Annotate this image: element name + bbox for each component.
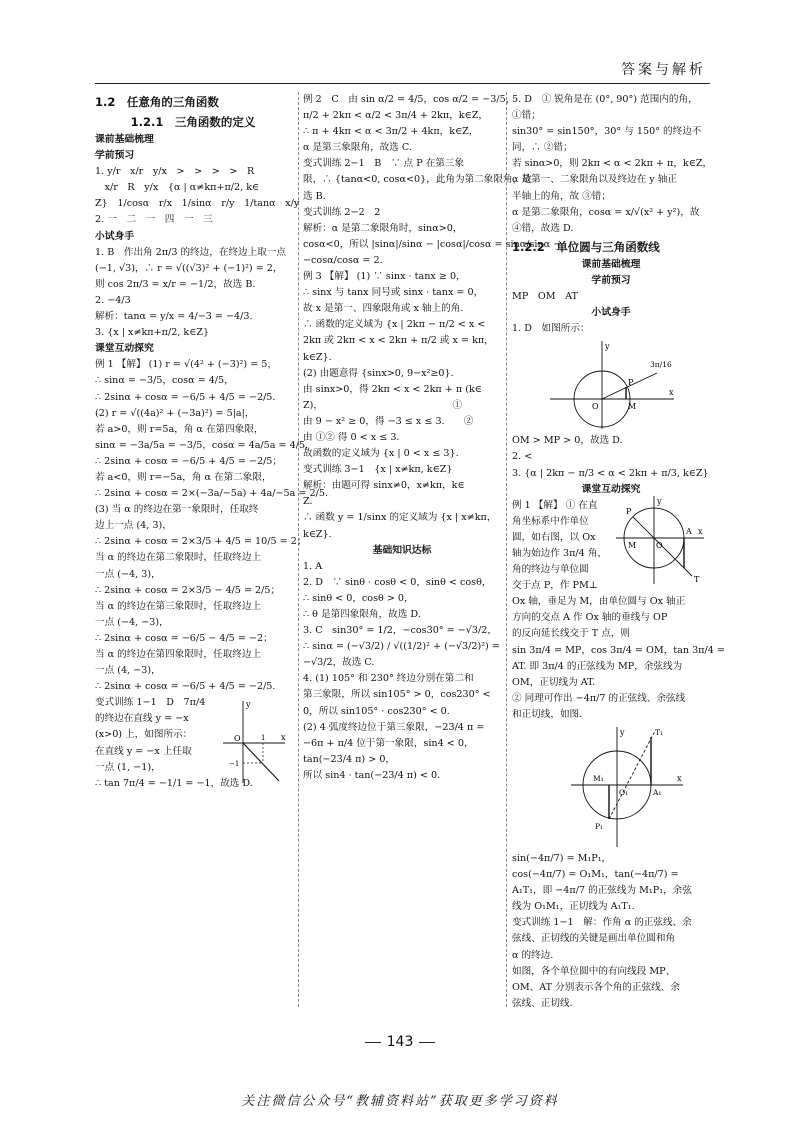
subsection-title: 1.2.1 三角函数的定义 [130, 115, 256, 129]
text-line: ∴ tan 7π/4 = −1/1 = −1，故选 D. [95, 777, 253, 789]
column-3-part-b [512, 257, 710, 337]
text-line: 角的终边与单位圆 [512, 564, 589, 576]
text-line: −√3/2，故选 C. [303, 657, 375, 669]
text-line: 如图，各个单位圆中的有向线段 MP、 [512, 965, 676, 977]
text-line: 一点 (−4, 3)， [95, 568, 161, 580]
text-line: 交于点 P，作 PM⊥ [512, 580, 598, 592]
text-line: sinα = −3a/5a = −3/5，cosα = 4a/5a = 4/5， [95, 439, 315, 451]
text-line: 当 α 的终边在第四象限时，任取终边上 [95, 649, 262, 660]
text-line: 2. D ∵ sinθ · cosθ < 0，sinθ < cosθ， [303, 576, 492, 588]
text-line: OM、AT 分别表示各个角的正弦线、余 [512, 981, 680, 993]
text-line: 边上一点 (4, 3)， [95, 520, 172, 532]
text-line: 一点 (4, −3)， [95, 665, 161, 677]
text-line: α 的终边. [512, 949, 554, 961]
text-line: α 是第一、二象限角以及终边在 y 轴正 [512, 174, 677, 186]
text-line: 角坐标系中作单位 [512, 515, 589, 527]
page-number-dash [419, 1042, 435, 1043]
x-label: x [669, 388, 674, 398]
text-line: −6π + π/4 位于第一象限，sin4 < 0， [303, 737, 474, 749]
text-line: 学前预习 [591, 274, 631, 286]
text-line: 的反向延长线交于 T 点，则 [512, 628, 631, 640]
text-line: ② 同理可作出 −4π/7 的正弦线、余弦线 [512, 692, 686, 704]
section-title: 1.2 任意角的三角函数 [95, 95, 219, 109]
text-line: 弦线、正切线的关键是画出单位圆和角 [512, 933, 676, 945]
text-line: 2. 一 二 一 四 一 三 [95, 214, 213, 226]
tick-one: 1 [261, 734, 266, 743]
text-line: x/r R y/x {α | α≠kπ+π/2, k∈ [95, 182, 260, 194]
example-block [95, 695, 291, 807]
text-line: OM，正切线为 AT. [512, 676, 596, 688]
x-label: x [698, 527, 703, 536]
text-line: 由 ①② 得 0 < x ≤ 3. [303, 431, 400, 443]
text-line: ∴ sinα = −3/5，cosα = 4/5， [95, 375, 234, 387]
text-line: 则 cos 2π/3 = x/r = −1/2，故选 B. [95, 278, 256, 290]
text-line: 4. (1) 105° 和 230° 终边分别在第二和 [303, 673, 474, 685]
text-line: Z} 1/cosα r/x 1/sinα r/y 1/tanα x/y [95, 198, 300, 210]
angle-label: 3π/16 [650, 360, 672, 370]
text-line: 选 B. [303, 190, 326, 202]
text-line: ∴ 2sinα + cosα = 2×(−3a/−5a) + 4a/−5a = 2/5. [95, 488, 328, 500]
text-line: ∴ 函数的定义域为 {x | 2kπ − π/2 < x < [303, 319, 486, 331]
text-line: 当 α 的终边在第二象限时，任取终边上 [95, 552, 262, 564]
text-line: 3. {x | x≠kπ+π/2, k∈Z} [95, 327, 210, 339]
text-line: 故函数的定义域为 {x | 0 < x ≤ 3}. [303, 448, 459, 460]
text-line: 半轴上的角，故 ③错； [512, 190, 611, 202]
text-line: (2) 4 弧度终边位于第三象限，−23/4 π = [303, 721, 485, 733]
text-line: 小试身手 [95, 230, 135, 242]
column-3 [512, 92, 725, 1012]
text-line: (2) r = √((4a)² + (−3a)²) = 5|a|， [95, 407, 255, 419]
text-line: 小试身手 [591, 307, 631, 319]
text-line: ∴ sinx 与 tanx 同号或 sinx · tanx = 0， [303, 287, 484, 299]
text-line: 变式训练 2−1 B ∵ 点 P 在第三象 [303, 158, 465, 170]
text-line: Z)， ① [303, 399, 463, 411]
text-line: 若 sinα>0，则 2kπ < α < 2kπ + π，k∈Z， [512, 158, 713, 170]
text-line: 限，∴ {tanα<0, cosα<0}，此角为第二象限角，故 [303, 174, 532, 186]
footer-note: 关注微信公众号“教辅资料站”获取更多学习资料 [241, 1094, 559, 1109]
point-a-label: A₁ [653, 788, 662, 797]
text-line: 例 2 C 由 sin α/2 = 4/5，cos α/2 = −3/5， [303, 94, 516, 105]
y-label: y [605, 342, 610, 352]
text-line: 解析：α 是第二象限角时，sinα>0， [303, 222, 463, 234]
point-p-label: P₁ [595, 822, 604, 831]
x-label: x [281, 733, 286, 743]
text-line: 1. A [303, 560, 323, 572]
text-line: 课前基础梳理 [581, 258, 641, 270]
text-line: ∴ 2sinα + cosα = −6/5 + 4/5 = −2/5. [95, 681, 276, 693]
text-line: 的终边在直线 y = −x [95, 713, 189, 725]
subsection-title-2: 1.2.2 单位圆与三角函数线 [512, 239, 660, 254]
text-line: 解析：由题可得 sinx≠0，x≠kπ，k∈ [303, 480, 465, 492]
text-line: ∴ 函数 y = 1/sinx 的定义域为 {x | x≠kπ， [303, 512, 497, 524]
text-line: 一点 (1, −1)， [95, 761, 161, 773]
text-line: 0，所以 sin105° · cos230° < 0. [303, 705, 450, 717]
origin-label: O₁ [619, 788, 629, 797]
text-line: 变式训练 2−2 2 [303, 206, 381, 218]
line-graph-figure [219, 697, 289, 787]
column-3-part-d [512, 851, 710, 1012]
text-line: 若 a>0，则 r=5a，角 α 在第四象限， [95, 423, 264, 435]
y-label: y [657, 497, 662, 506]
text-line: ∴ 2sinα + cosα = 2×3/5 − 4/5 = 2/5； [95, 584, 281, 596]
column-3-part-a [512, 92, 713, 237]
column-divider [298, 92, 299, 1007]
text-line: AT. 即 3π/4 的正弦线为 MP，余弦线为 [512, 660, 683, 672]
text-line: 课前基础梳理 [95, 134, 154, 145]
origin-label: O [234, 734, 241, 744]
text-line: 3. {α | 2kπ − π/3 < α < 2kπ + π/3, k∈Z} [512, 467, 709, 479]
text-line: ∴ 2sinα + cosα = −6/5 + 4/5 = −2/5. [95, 391, 276, 403]
text-line: ①错； [512, 110, 541, 122]
text-line: 线为 O₁M₁，正切线为 A₁T₁. [512, 901, 635, 913]
text-line: 所以 sin4 · tan(−23/4 π) < 0. [303, 769, 441, 781]
text-line: ∴ sinθ < 0，cosθ > 0， [303, 592, 414, 604]
text-line: 5. D ① 锐角是在 (0°, 90°) 范围内的角， [512, 94, 698, 105]
text-line: 1. y/r x/r y/x > > > > R [95, 166, 255, 178]
x-label: x [677, 774, 682, 783]
text-line: 1. D 如图所示： [512, 323, 590, 335]
text-line: ∴ θ 是第四象限角，故选 D. [303, 609, 421, 620]
running-header [95, 55, 710, 84]
tick-neg-one: −1 [229, 760, 240, 769]
point-t-label: T [694, 575, 700, 584]
text-line: k∈Z}. [303, 351, 332, 363]
text-line: cos(−4π/7) = O₁M₁，tan(−4π/7) = [512, 869, 679, 881]
point-a-label: A [686, 527, 692, 536]
terminal-side-extension [609, 731, 655, 819]
text-line: 由 9 − x² ≥ 0，得 −3 ≤ x ≤ 3. ② [303, 415, 474, 427]
text-line: π/2 + 2kπ < α/2 < 3π/4 + 2kπ，k∈Z， [303, 110, 488, 122]
text-line: 方向的交点 A 作 Ox 轴的垂线与 OP [512, 612, 668, 624]
unit-circle-figure-1 [542, 337, 682, 433]
page-number [0, 1034, 800, 1050]
point-t-label: T₁ [655, 728, 664, 737]
text-line: α 是第二象限角，cosα = x/√(x² + y²)，故 [512, 206, 700, 218]
text-line: A₁T₁，即 −4π/7 的正弦线为 M₁P₁，余弦 [512, 885, 692, 897]
text-line: 故 x 是第一、四象限角或 x 轴上的角. [303, 303, 464, 315]
unit-circle-figure-2 [612, 492, 708, 588]
text-line: (x>0) 上，如图所示： [95, 729, 193, 741]
text-line: 变式训练 3−1 {x | x≠kπ, k∈Z} [303, 464, 453, 476]
text-line: sin(−4π/7) = M₁P₁， [512, 853, 612, 864]
text-line: sin30° = sin150°，30° 与 150° 的终边不 [512, 126, 702, 138]
text-line: 圆，如右图，以 Ox [512, 531, 596, 543]
text-line: (3) 当 α 的终边在第一象限时，任取终 [95, 504, 259, 516]
text-line: ∴ 2sinα + cosα = −6/5 − 4/5 = −2； [95, 632, 273, 644]
text-line: ∴ 2sinα + cosα = 2×3/5 + 4/5 = 10/5 = 2； [95, 536, 307, 548]
text-line: 例 1 【解】 ① 在直 [512, 499, 598, 511]
text-line: 基础知识达标 [372, 544, 432, 556]
text-line: cosα<0，所以 |sinα|/sinα − |cosα|/cosα = sinα/sinα − [303, 238, 562, 250]
text-line: (2) 由题意得 {sinx>0, 9−x²≥0}. [303, 367, 454, 379]
point-m-label: M [628, 402, 637, 412]
text-line: ∴ sinα = (−√3/2) / √((1/2)² + (−√3/2)²) = [303, 641, 500, 653]
text-line: 2kπ 或 2kπ < x < 2kπ + π/2 或 x = kπ， [303, 335, 494, 347]
text-line: 例 1 【解】 (1) r = √(4² + (−3)²) = 5， [95, 359, 277, 371]
column-divider [506, 92, 507, 1007]
text-line: 一点 (−4, −3)， [95, 616, 169, 628]
text-line: Ox 轴，垂足为 M，由单位圆与 Ox 轴正 [512, 596, 686, 608]
text-line: 变式训练 1−1 D 7π/4 [95, 697, 206, 709]
header-title: 答案与解析 [621, 62, 706, 78]
text-line: 弦线、正切线. [512, 997, 573, 1009]
text-line: tan(−23/4 π) > 0， [303, 753, 396, 765]
text-line: (−1, √3)，∴ r = √((√3)² + (−1)²) = 2， [95, 262, 283, 274]
text-line: 课堂互动探究 [95, 343, 154, 355]
text-line: 1. B 作出角 2π/3 的终边，在终边上取一点 [95, 246, 287, 258]
text-line: 2. −4/3 [95, 294, 131, 306]
text-line: α 是第三象限角，故选 C. [303, 142, 412, 154]
text-line: 当 α 的终边在第三象限时，任取终边上 [95, 600, 262, 612]
text-line: 和正切线，如图. [512, 708, 583, 720]
text-line: 轴为始边作 3π/4 角， [512, 547, 608, 559]
text-line: 3. C sin30° = 1/2，−cos30° = −√3/2， [303, 625, 497, 637]
point-m-label: M [628, 541, 637, 550]
point-p-label: P [626, 507, 632, 516]
text-line: −cosα/cosα = 2. [303, 254, 383, 266]
text-line: 课堂互动探究 [581, 483, 641, 495]
text-line: 变式训练 1−1 解：作角 α 的正弦线、余 [512, 917, 692, 929]
text-line: sin 3π/4 = MP，cos 3π/4 = OM，tan 3π/4 = [512, 644, 725, 656]
text-line: Z. [303, 496, 313, 508]
page-number-dash [365, 1042, 381, 1043]
text-line: ④错，故选 D. [512, 222, 574, 234]
text-line: 学前预习 [95, 150, 135, 162]
text-line: 第三象限，所以 sin105° > 0，cos230° < [303, 689, 491, 701]
unit-circle-figure-3 [567, 723, 687, 851]
text-line: 解析：tanα = y/x = 4/−3 = −4/3. [95, 311, 253, 323]
y-label: y [246, 700, 251, 710]
y-label: y [620, 728, 625, 737]
text-line: 例 3 【解】 (1) ∵ sinx · tanx ≥ 0， [303, 271, 466, 283]
point-m-label: M₁ [593, 774, 604, 783]
text-line: k∈Z}. [303, 528, 332, 540]
point-p-label: P [628, 378, 634, 388]
origin-label: O [656, 541, 663, 550]
origin-label: O [592, 402, 599, 412]
text-line: 若 a<0，则 r=−5a，角 α 在第二象限， [95, 471, 272, 483]
text-line: 在直线 y = −x 上任取 [95, 745, 192, 757]
text-line: 2. < [512, 451, 533, 463]
page-number-text: 143 [386, 1034, 414, 1050]
text-line: MP OM AT [512, 291, 578, 303]
text-line: 同，∴ ②错； [512, 142, 573, 154]
text-line: ∴ 2sinα + cosα = −6/5 + 4/5 = −2/5； [95, 455, 282, 467]
example-text [95, 695, 253, 792]
text-line: OM > MP > 0，故选 D. [512, 435, 623, 447]
line-y-neg-x [243, 743, 279, 781]
text-line: 由 sinx>0，得 2kπ < x < 2kπ + π (k∈ [303, 383, 482, 395]
text-line: ∴ π + 4kπ < α < 3π/2 + 4kπ，k∈Z， [303, 126, 479, 138]
